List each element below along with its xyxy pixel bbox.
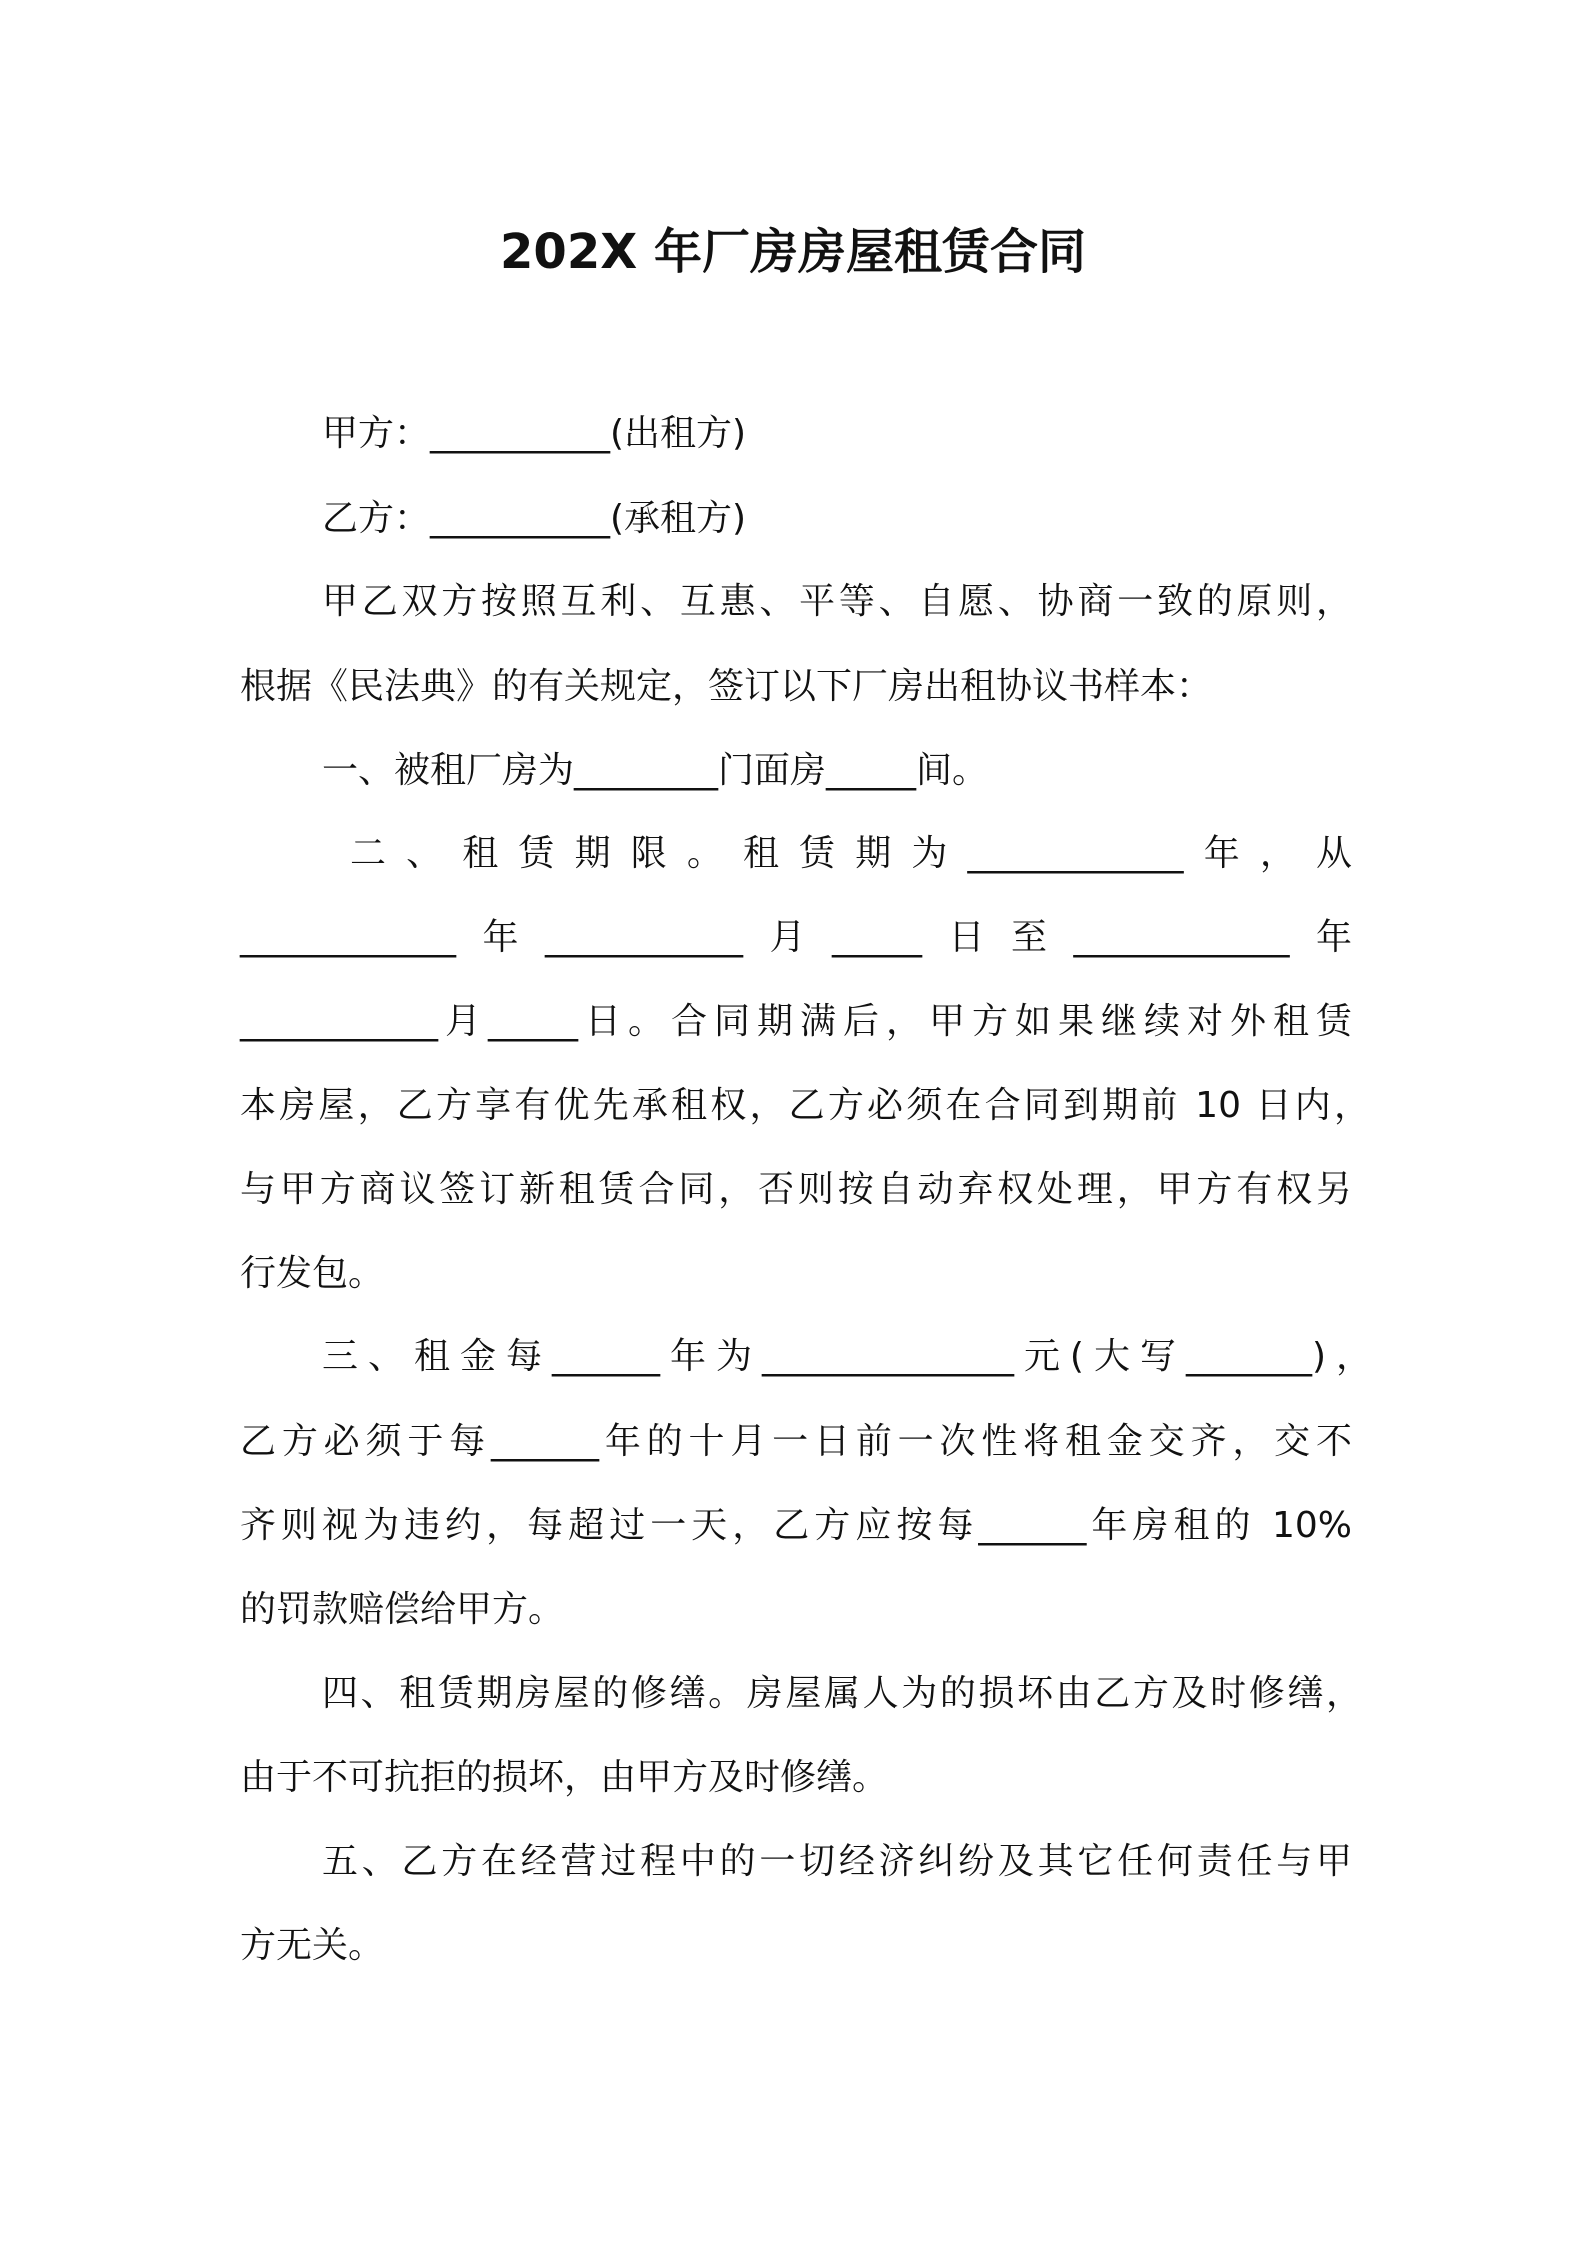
document-title: 202X 年厂房房屋租赁合同 [500, 224, 1086, 280]
paragraph-line: 甲乙双方按照互利、互惠、平等、自愿、协商一致的原则， [322, 581, 1352, 622]
paragraph-line: 与甲方商议签订新租赁合同，否则按自动弃权处理，甲方有权另 [240, 1169, 1352, 1210]
clause-2-line: 二、租赁期限。租赁期为____________年，从 [350, 833, 1352, 874]
paragraph-line: ___________月_____日。合同期满后，甲方如果继续对外租赁 [240, 1001, 1352, 1042]
clause-3-line: 三、租金每______年为______________元(大写_______)， [322, 1336, 1372, 1377]
paragraph-line: 的罚款赔偿给甲方。 [240, 1589, 565, 1630]
paragraph-line: 方无关。 [240, 1925, 385, 1966]
party-a-line: 甲方：__________(出租方) [322, 413, 747, 454]
paragraph-line: 本房屋，乙方享有优先承租权，乙方必须在合同到期前 10 日内， [240, 1085, 1370, 1126]
clause-1-line: 一、被租厂房为________门面房_____间。 [322, 750, 989, 791]
paragraph-line: 行发包。 [240, 1253, 385, 1294]
clause-5-line: 五、乙方在经营过程中的一切经济纠纷及其它任何责任与甲 [322, 1841, 1352, 1882]
paragraph-line: 乙方必须于每______年的十月一日前一次性将租金交齐，交不 [240, 1421, 1352, 1462]
paragraph-line: ____________年___________月_____日至____________年 [240, 917, 1352, 958]
paragraph-line: 根据《民法典》的有关规定，签订以下厂房出租协议书样本： [240, 666, 1213, 707]
paragraph-line: 由于不可抗拒的损坏，由甲方及时修缮。 [240, 1757, 889, 1798]
party-b-line: 乙方：__________(承租方) [322, 498, 747, 539]
clause-4-line: 四、租赁期房屋的修缮。房屋属人为的损坏由乙方及时修缮， [322, 1673, 1362, 1714]
paragraph-line: 齐则视为违约，每超过一天，乙方应按每______年房租的 10% [240, 1505, 1352, 1546]
